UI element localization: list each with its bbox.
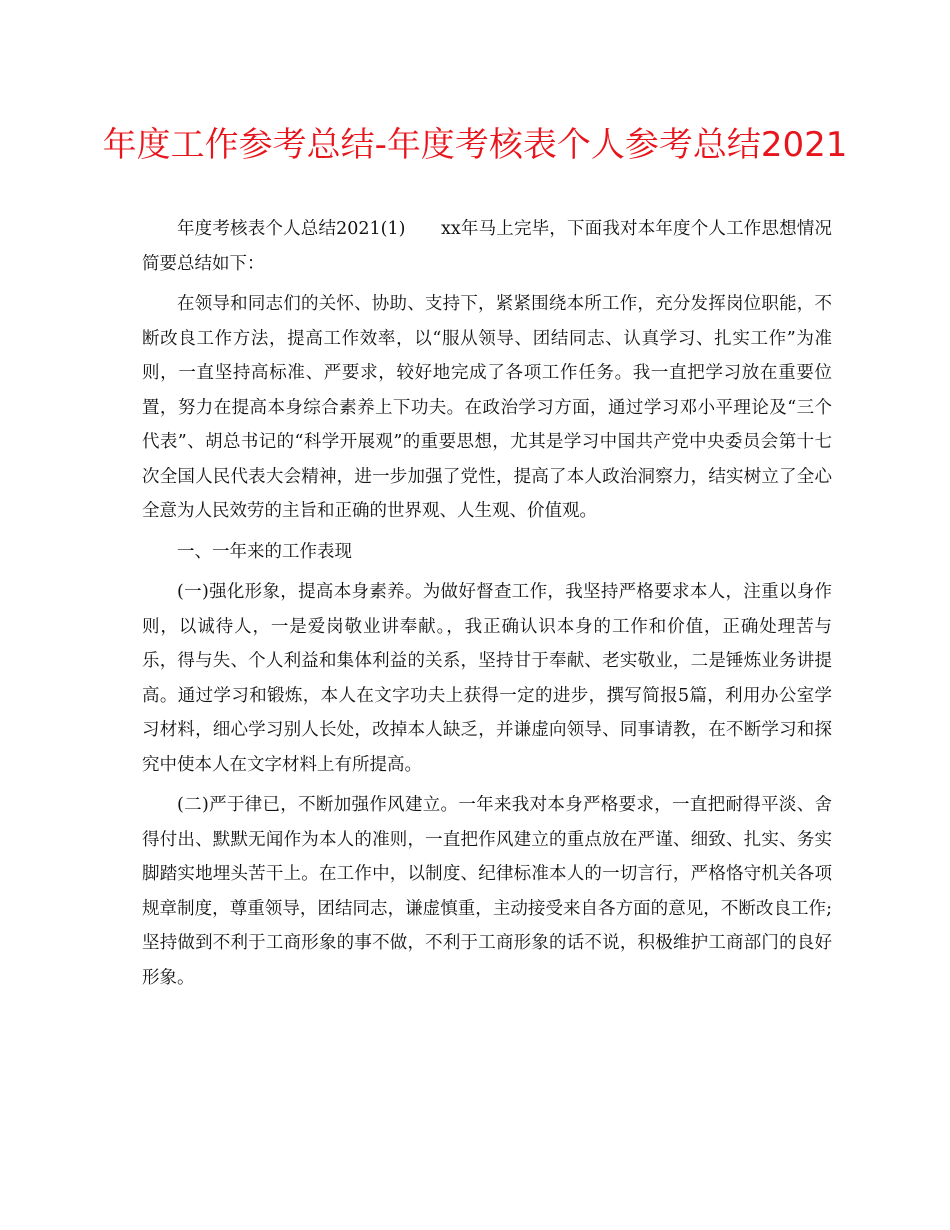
- paragraph-item-1: (一)强化形象，提高本身素养。为做好督查工作，我坚持严格要求本人，注重以身作则，以诚待人，一是爱岗敬业讲奉献。，我正确认识本身的工作和价值，正确处理苦与乐，得与失、个人利益和集体利益的关系，坚持甘于奉献、老实敬业，二是锤炼业务讲提高。通过学习和锻炼，本人在文字功夫上获得一定的进步，撰写简报5篇，利用办公室学习材料，细心学习别人长处，改掉本人缺乏，并谦虚向领导、同事请教，在不断学习和探究中使本人在文字材料上有所提高。: [142, 582, 832, 775]
- paragraph-item-2: (二)严于律已，不断加强作风建立。一年来我对本身严格要求，一直把耐得平淡、舍得付出、默默无闻作为本人的准则，一直把作风建立的重点放在严谨、细致、扎实、务实脚踏实地埋头苦干上。在工作中，以制度、纪律标准本人的一切言行，严格恪守机关各项规章制度，尊重领导，团结同志，谦虚慎重，主动接受来自各方面的意见，不断改良工作;坚持做到不利于工商形象的事不做，不利于工商形象的话不说，积极维护工商部门的良好形象。: [142, 795, 832, 988]
- paragraph-summary: 在领导和同志们的关怀、协助、支持下，紧紧围绕本所工作，充分发挥岗位职能，不断改良工作方法，提高工作效率，以“服从领导、团结同志、认真学习、扎实工作”为准则，一直坚持高标准、严要求，较好地完成了各项工作任务。我一直把学习放在重要位置，努力在提高本身综合素养上下功夫。在政治学习方面，通过学习邓小平理论及“三个代表”、胡总书记的“科学开展观”的重要思想，尤其是学习中国共产党中央委员会第十七次全国人民代表大会精神，进一步加强了党性，提高了本人政治洞察力，结实树立了全心全意为人民效劳的主旨和正确的世界观、人生观、价值观。: [142, 294, 832, 521]
- document-body: [142, 212, 832, 1001]
- paragraph-intro: 年度考核表个人总结2021(1) xx年马上完毕，下面我对本年度个人工作思想情况简要总结如下：: [142, 219, 832, 274]
- document-title: 年度工作参考总结-年度考核表个人参考总结2021: [102, 125, 848, 165]
- section-heading: 一、一年来的工作表现: [177, 541, 352, 562]
